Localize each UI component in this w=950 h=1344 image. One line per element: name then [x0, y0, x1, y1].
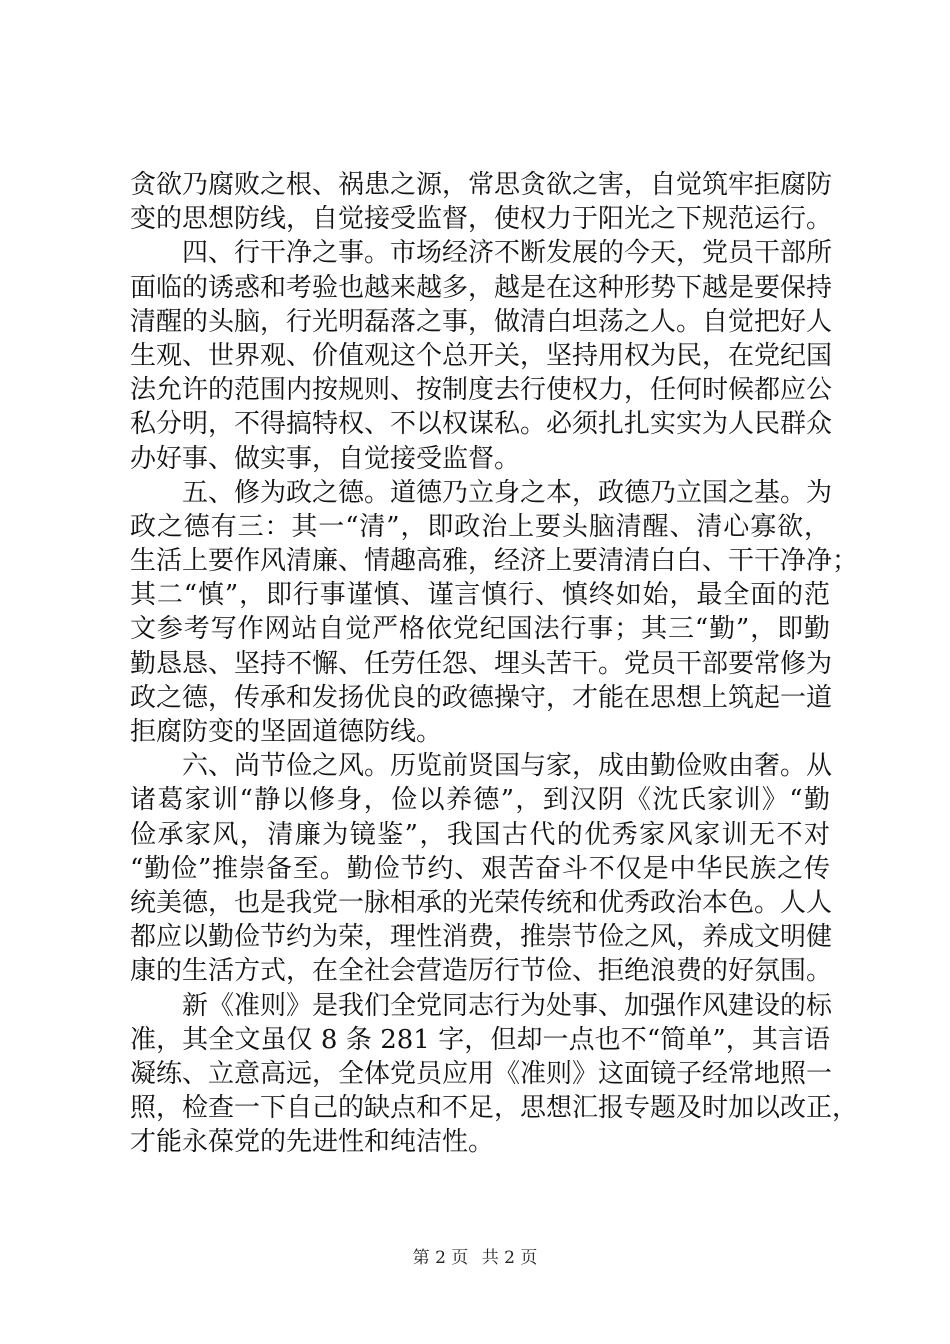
text-line: 康的生活方式，在全社会营造厉行节俭、拒绝浪费的好氛围。 [130, 956, 833, 987]
text-line: 诸葛家训“静以修身，俭以养德”，到汉阴《沈氏家训》“勤 [130, 785, 830, 816]
text-line: 其二“慎”，即行事谨慎、谨言慎行、慎终如始，最全面的范 [130, 580, 830, 611]
text-line: 统美德，也是我党一脉相承的光荣传统和优秀政治本色。人人 [130, 887, 833, 918]
text-line: 都应以勤俭节约为荣，理性消费，推崇节俭之风，养成文明健 [130, 922, 833, 953]
document-body [130, 168, 859, 1159]
page-number: 第 2 页 [412, 1248, 469, 1268]
text-line: 照，检查一下自己的缺点和不足，思想汇报专题及时加以改正， [130, 1093, 859, 1124]
text-line: 五、修为政之德。道德乃立身之本，政德乃立国之基。为 [182, 477, 833, 508]
text-line: 贪欲乃腐败之根、祸患之源，常思贪欲之害，自觉筑牢拒腐防 [130, 170, 833, 200]
text-line: “勤俭”推崇备至。勤俭节约、艰苦奋斗不仅是中华民族之传 [130, 853, 830, 884]
text-line: 法允许的范围内按规则、按制度去行使权力，任何时候都应公 [130, 375, 833, 406]
page-footer [0, 1246, 950, 1270]
text-line: 新《准则》是我们全党同志行为处事、加强作风建设的标 [182, 990, 833, 1021]
text-line: 办好事、做实事，自觉接受监督。 [130, 443, 521, 474]
text-line: 勤恳恳、坚持不懈、任劳任怨、埋头苦干。党员干部要常修为 [130, 648, 833, 679]
text-line: 凝练、立意高远，全体党员应用《准则》这面镜子经常地照一 [130, 1058, 833, 1089]
text-line: 清醒的头脑，行光明磊落之事，做清白坦荡之人。自觉把好人 [130, 306, 833, 337]
text-line: 四、行干净之事。市场经济不断发展的今天，党员干部所 [182, 238, 833, 269]
text-line: 拒腐防变的坚固道德防线。 [130, 717, 443, 747]
text-line: 六、尚节俭之风。历览前贤国与家，成由勤俭败由奢。从 [182, 751, 833, 782]
text-line: 生活上要作风清廉、情趣高雅，经济上要清清白白、干干净净； [130, 546, 859, 577]
text-line: 面临的诱惑和考验也越来越多，越是在这种形势下越是要保持 [130, 272, 833, 303]
text-line: 文参考写作网站自觉严格依党纪国法行事；其三“勤”，即勤 [130, 614, 830, 645]
text-line: 私分明，不得搞特权、不以权谋私。必须扎扎实实为人民群众 [130, 409, 833, 440]
text-line: 政之德，传承和发扬优良的政德操守，才能在思想上筑起一道 [130, 682, 833, 713]
text-line: 俭承家风，清廉为镜鉴”，我国古代的优秀家风家训无不对 [130, 819, 830, 850]
text-line: 生观、世界观、价值观这个总开关，坚持用权为民，在党纪国 [130, 340, 833, 371]
text-line: 变的思想防线，自觉接受监督，使权力于阳光之下规范运行。 [130, 204, 833, 235]
text-line: 政之德有三：其一“清”，即政治上要头脑清醒、清心寡欲， [130, 511, 830, 542]
text-line: 才能永葆党的先进性和纯洁性。 [130, 1127, 495, 1158]
text-line: 准，其全文虽仅 8 条 281 字，但却一点也不“简单”，其言语 [130, 1024, 830, 1055]
page-total: 共 2 页 [481, 1248, 538, 1268]
